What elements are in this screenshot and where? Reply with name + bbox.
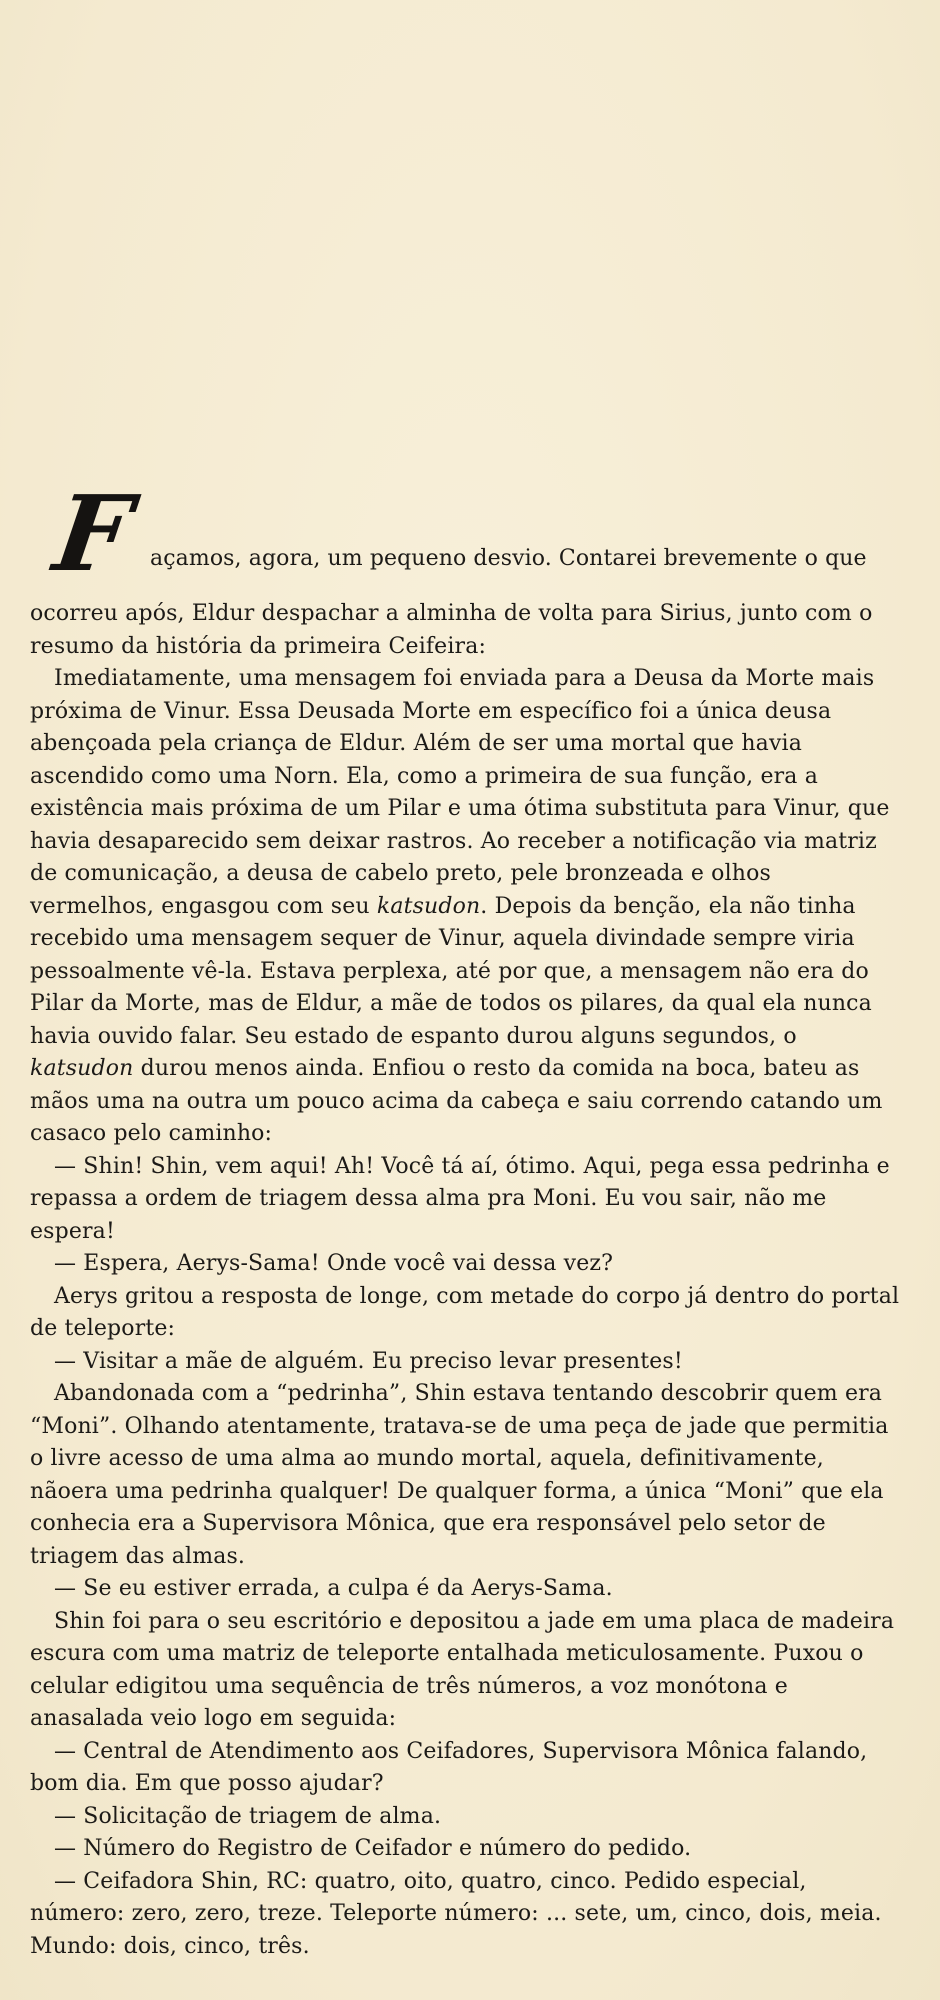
paragraph: Shin foi para o seu escritório e depositou a jade em uma placa de madeira escura com uma matriz de teleporte entalhada meticulosamente. Puxou o celular edigitou uma sequência de três números, a voz monótona e anasalada veio logo em seguida: xyxy=(30,1608,895,1731)
drop-cap: F xyxy=(47,472,139,595)
paragraph: Imediatamente, uma mensagem foi enviada para a Deusa da Morte mais próxima de Vinur. Essa Deusada Morte em específico foi a única deusa abençoada pela criança de Eldur. Além de ser uma mortal que havia ascendido como uma Norn. Ela, como a primeira de sua função, era a existência mais próxima de um Pilar e uma ótima substituta para Vinur, que havia desaparecido sem deixar rastros. Ao receber a notificação via matriz de comunicação, a deusa de cabelo preto, pele bronzeada e olhos vermelhos, engasgou com seu katsudon. Depois da benção, ela não tinha recebido uma mensagem sequer de Vinur, aquela divindade sempre viria pessoalmente vê-la. Estava perplexa, até por que, a mensagem não era do Pilar da Morte, mas de Eldur, a mãe de todos os pilares, da qual ela nunca havia ouvido falar. Seu estado de espanto durou alguns segundos, o katsudon durou menos ainda. Enfiou o resto da comida na boca, bateu as mãos uma na outra um pouco acima da cabeça e saiu correndo catando um casaco pelo caminho: xyxy=(30,666,890,1146)
paragraph: Aerys gritou a resposta de longe, com metade do corpo já dentro do portal de teleporte: xyxy=(30,1283,900,1341)
dialogue-line: — Solicitação de triagem de alma. xyxy=(54,1803,442,1829)
opening-line: açamos, agora, um pequeno desvio. Contarei brevemente o que xyxy=(150,546,867,571)
dialogue-line: — Visitar a mãe de alguém. Eu preciso levar presentes! xyxy=(54,1348,683,1374)
italic-term: katsudon xyxy=(30,1056,134,1081)
paragraph: Abandonada com a “pedrinha”, Shin estava tentando descobrir quem era “Moni”. Olhando atentamente, tratava-se de uma peça de jade que permitia o livre acesso de uma alma ao mundo mortal, aquela, definitivamente, nãoera uma pedrinha qualquer! De qualquer forma, a única “Moni” que ela conhecia era a Supervisora Mônica, que era responsável pelo setor de triagem das almas. xyxy=(30,1381,889,1569)
dialogue-line: — Espera, Aerys-Sama! Onde você vai dessa vez? xyxy=(54,1251,614,1276)
dialogue-line: — Ceifadora Shin, RC: quatro, oito, quatro, cinco. Pedido especial, número: zero, zero, treze. Teleporte número: ... sete, um, cinco, dois, meia. Mundo: dois, cinco, três. xyxy=(30,1868,882,1959)
dialogue-line: — Shin! Shin, vem aqui! Ah! Você tá aí, ótimo. Aqui, pega essa pedrinha e repassa a ordem de triagem dessa alma pra Moni. Eu vou sair, não me espera! xyxy=(30,1153,890,1244)
dialogue-line: — Se eu estiver errada, a culpa é da Aerys-Sama. xyxy=(54,1576,613,1601)
italic-term: katsudon xyxy=(376,893,481,919)
dialogue-line: — Central de Atendimento aos Ceifadores, Supervisora Mônica falando, bom dia. Em que posso ajudar? xyxy=(30,1738,868,1796)
paragraph: ocorreu após, Eldur despachar a alminha de volta para Sirius, junto com o resumo da história da primeira Ceifeira: xyxy=(30,601,873,659)
body-text xyxy=(30,598,900,1963)
dialogue-line: — Número do Registro de Ceifador e número do pedido. xyxy=(54,1836,692,1861)
chapter-opening xyxy=(47,472,896,595)
